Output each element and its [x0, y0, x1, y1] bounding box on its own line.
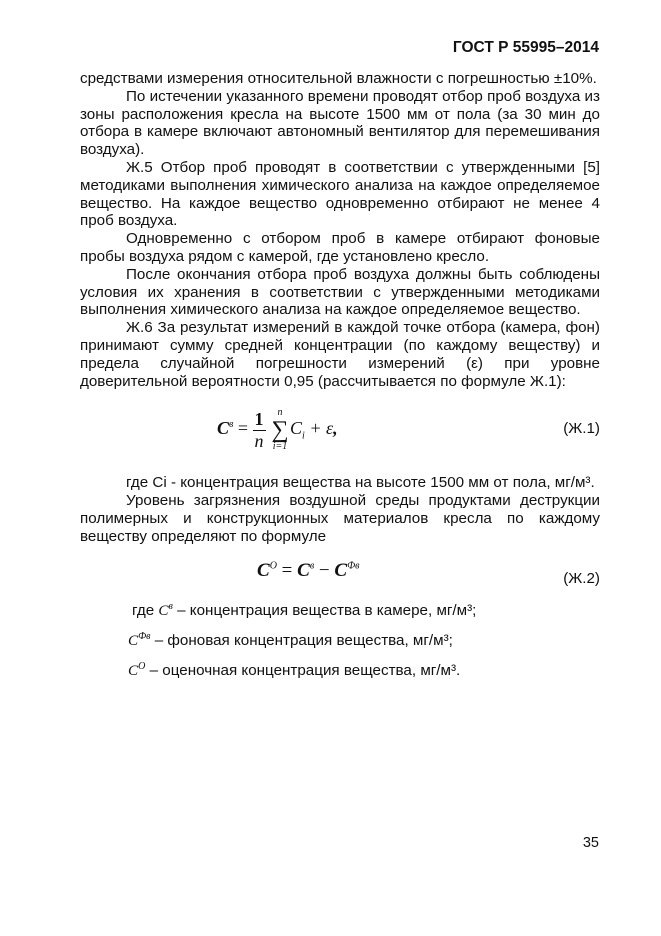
formula-zh2 — [80, 546, 600, 598]
formula-zh1 — [80, 390, 600, 474]
fraction-numerator: 1 — [254, 408, 264, 429]
paragraph: средствами измерения относительной влажности с погрешностью ±10%. — [80, 70, 597, 87]
formula-superscript: в — [309, 560, 315, 572]
formula-superscript: в — [229, 419, 234, 431]
paragraph: После окончания отбора проб воздуха должны быть соблюдены условия их хранения в соответствии с утвержденными методиками выполнения химического анализа на каждое определяемое вещество. — [80, 265, 600, 319]
formula-symbol: C — [290, 418, 303, 439]
formula-zh1-math — [217, 408, 338, 452]
fraction-denominator: n — [254, 430, 264, 451]
sum-lower-limit: i=1 — [272, 441, 288, 453]
legend-text: – концентрация вещества в камере, мг/м³; — [177, 601, 477, 619]
paragraph: По истечении указанного времени проводят отбор проб воздуха из зоны расположения кресла на высоте 1500 мм от пола (за 30 мин до отбора в камере включают автономный вентилятор для перемешивания воздуха). — [80, 87, 600, 159]
legend-line — [132, 598, 600, 628]
paragraph: Ж.5 Отбор проб проводят в соответствии с утвержденными [5] методиками выполнения химического анализа на каждое определяемое вещество. На каждое вещество одновременно отбирают не менее 4 проб воздуха. — [80, 158, 600, 230]
paragraph: Уровень загрязнения воздушной среды продуктами деструкции полимерных и конструкционных материалов кресла по каждому веществу определяют по формуле — [80, 492, 600, 545]
paragraph: Одновременно с отбором проб в камере отбирают фоновые пробы воздуха рядом с камерой, где установлено кресло. — [80, 230, 600, 265]
sigma-icon: ∑ — [271, 417, 289, 444]
legend-text: – оценочная концентрация вещества, мг/м³. — [149, 661, 461, 679]
formula-symbol: C — [334, 559, 348, 581]
formula-operator: = — [237, 418, 249, 439]
page-number: 35 — [582, 835, 599, 851]
legend-prefix: где — [132, 601, 155, 619]
paragraph: где Ci - концентрация вещества на высоте 1500 мм от пола, мг/м³. — [126, 474, 595, 492]
formula-subscript: i — [302, 431, 305, 443]
formula-symbol: C — [257, 559, 270, 581]
formula-operator: = — [281, 559, 293, 581]
formula-number: (Ж.2) — [563, 569, 600, 587]
legend-symbol: $C^O$ — [128, 660, 146, 679]
document-header: ГОСТ Р 55995–2014 — [452, 39, 599, 56]
legend-symbol: $C^в$ — [158, 600, 173, 619]
formula-symbol: C — [217, 418, 230, 439]
formula-superscript: Фв — [347, 560, 360, 572]
formula-superscript: O — [269, 560, 277, 572]
formula-comma: , — [333, 418, 338, 439]
formula-operator: − — [318, 559, 330, 581]
formula-number: (Ж.1) — [563, 420, 600, 438]
paragraph: Ж.6 За результат измерений в каждой точке отбора (камера, фон) принимают сумму средней концентрации (по каждому веществу) и предела случайной погрешности измерений (ε) при уровне доверительной вероятности 0,95 (рассчитывается по формуле Ж.1): — [80, 319, 600, 390]
formula-symbol: C — [297, 559, 310, 581]
body-text — [80, 70, 600, 688]
formula-fraction — [253, 409, 266, 452]
legend-line — [128, 628, 600, 658]
legend-text: – фоновая концентрация вещества, мг/м³; — [154, 631, 453, 649]
formula-epsilon-term: + ε — [309, 418, 334, 439]
formula-zh2-math — [257, 560, 359, 582]
sum-operator — [270, 408, 290, 452]
formula-legend — [80, 598, 600, 688]
legend-line — [128, 658, 600, 688]
legend-symbol: $C^{Фв}$ — [128, 630, 151, 649]
sum-upper-limit: n — [277, 407, 283, 419]
